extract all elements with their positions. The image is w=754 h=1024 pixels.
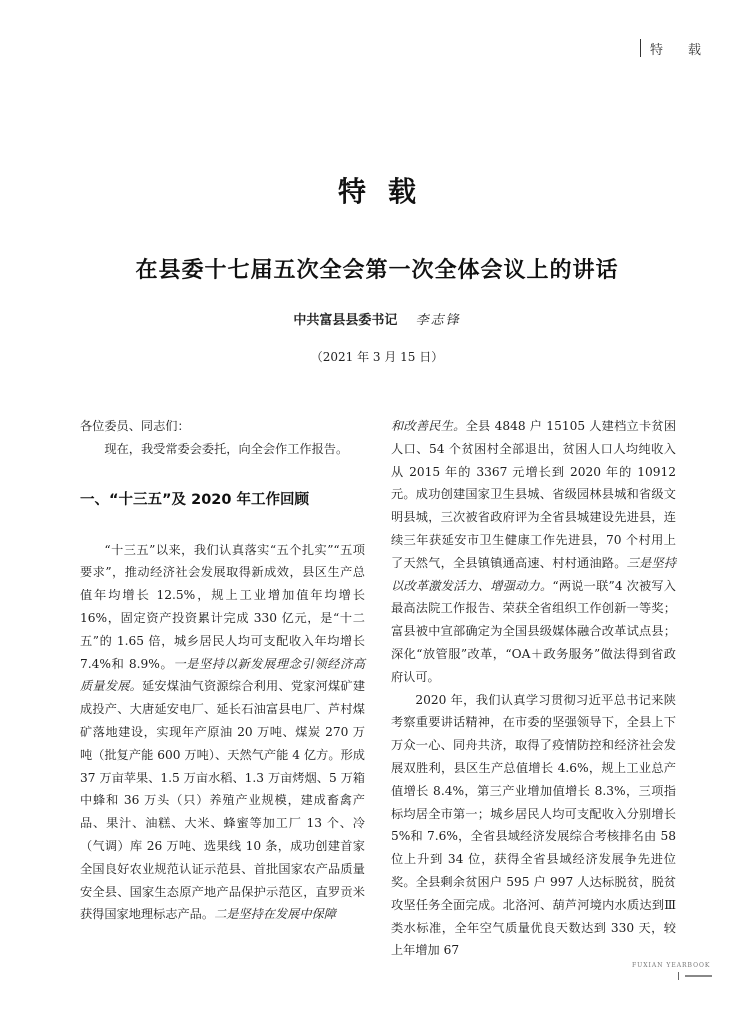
footer-bar [632,972,712,980]
byline [0,309,754,328]
review-text-b: 延安煤油气资源综合利用、党家河煤矿建成投产、大唐延安电厂、延长石油富县电厂、芦村煤矿落地建设，实现年产原油 20 万吨、煤炭 270 万吨（批复产能 600 万吨）、天然气产能 4 亿方。形成 37 万亩苹果、1.5 万亩水稻、1.3 万亩烤烟、5 万箱中蜂和 36 万头（只）养殖产业规模，建成畜禽产品、果汁、油糕、大米、蜂蜜等加工厂 13 个、冷（气调）库 26 万吨、选果线 10 条，成功创建首家全国良好农业规范认证示范县、首批国家农产品质量安全县、国家生态原产地产品保护示范区，直罗贡米获得国家地理标志产品。 [80,679,366,922]
footer-mark [632,962,712,982]
section-heading-review: 一、“十三五”及 2020 年工作回顾 [80,491,310,508]
running-header-section-tag [640,38,710,58]
continued-emphasis-1: 和改善民生。 [391,419,466,433]
continued-text-a: 全县 4848 户 15105 人建档立卡贫困人口、54 个贫困村全部退出，贫困人口人均纯收入从 2015 年的 3367 元增长到 2020 年的 10912 元。成功创建国家卫生县城、省级园林县城和省级文明县城，三次被省政府评为全省县城建设先进县，连续三年获延安市卫生健康工作先进县，70 个村用上了天然气，全县镇镇通高速、村村通油路。 [391,419,677,570]
section-title: 特载 [337,175,438,208]
left-column [80,415,365,926]
continued-text-b: “两说一联”4 次被写入最高法院工作报告、荣获全省组织工作创新一等奖；富县被中宣部确定为全国县级媒体融合改革试点县；深化“放管服”改革，“OA＋政务服务”做法得到省政府认可。 [391,578,676,684]
header-section-label: 特 载 [650,42,708,58]
year-2020-paragraph: 2020 年，我们认真学习贯彻习近平总书记来陕考察重要讲话精神，在市委的坚强领导下，全县上下万众一心、同舟共济，取得了疫情防控和经济社会发展双胜利，县区生产总值增长 4.6%，规上工业总产值增长 8.4%，第三产业增加值增长 8.3%，三项指标均居全市第一；城乡居民人均可支配收入分别增长 5%和 7.6%，全省县域经济发展综合考核排名由 58 位上升到 34 位，获得全省县域经济发展争先进位奖。全县剩余贫困户 595 户 997 人达标脱贫，脱贫攻坚任务全面完成。北洛河、葫芦河境内水质达到Ⅲ类水标准，全年空气质量优良天数达到 330 天，较上年增加 67 [391,692,676,958]
speech-date: （2021 年 3 月 15 日） [310,350,444,364]
footer-line [685,975,712,977]
salutation: 各位委员、同志们： [80,419,190,433]
byline-organization: 中共富县县委书记 [293,313,398,328]
byline-author: 李志锋 [415,313,461,328]
footer-tick [678,972,679,980]
review-text-a: “十三五”以来，我们认真落实“五个扎实”“五项要求”，推动经济社会发展取得新成效，县区生产总值年均增长 12.5%，规上工业增加值年均增长 16%，固定资产投资累计完成 330 亿元，是“十二五”的 1.65 倍，城乡居民人均可支配收入年均增长 7.4%和 8.9%。 [80,542,365,671]
review-emphasis-2: 二是坚持在发展中保障 [214,907,336,922]
intro-paragraph: 现在，我受常委会委托，向全会作工作报告。 [104,441,349,456]
header-divider [640,39,641,57]
review-emphasis-1: 一是坚持以新发展理念引领经济高质量发展。 [80,656,365,694]
continued-paragraph [391,415,676,689]
review-paragraph [80,539,365,927]
footer-yearbook-text: FUXIAN YEARBOOK [632,962,711,969]
article-title: 在县委十七届五次全会第一次全体会议上的讲话 [135,257,619,283]
right-column [391,415,676,962]
continued-emphasis-2: 三是坚持以改革激发活力、增强动力。 [391,555,677,593]
